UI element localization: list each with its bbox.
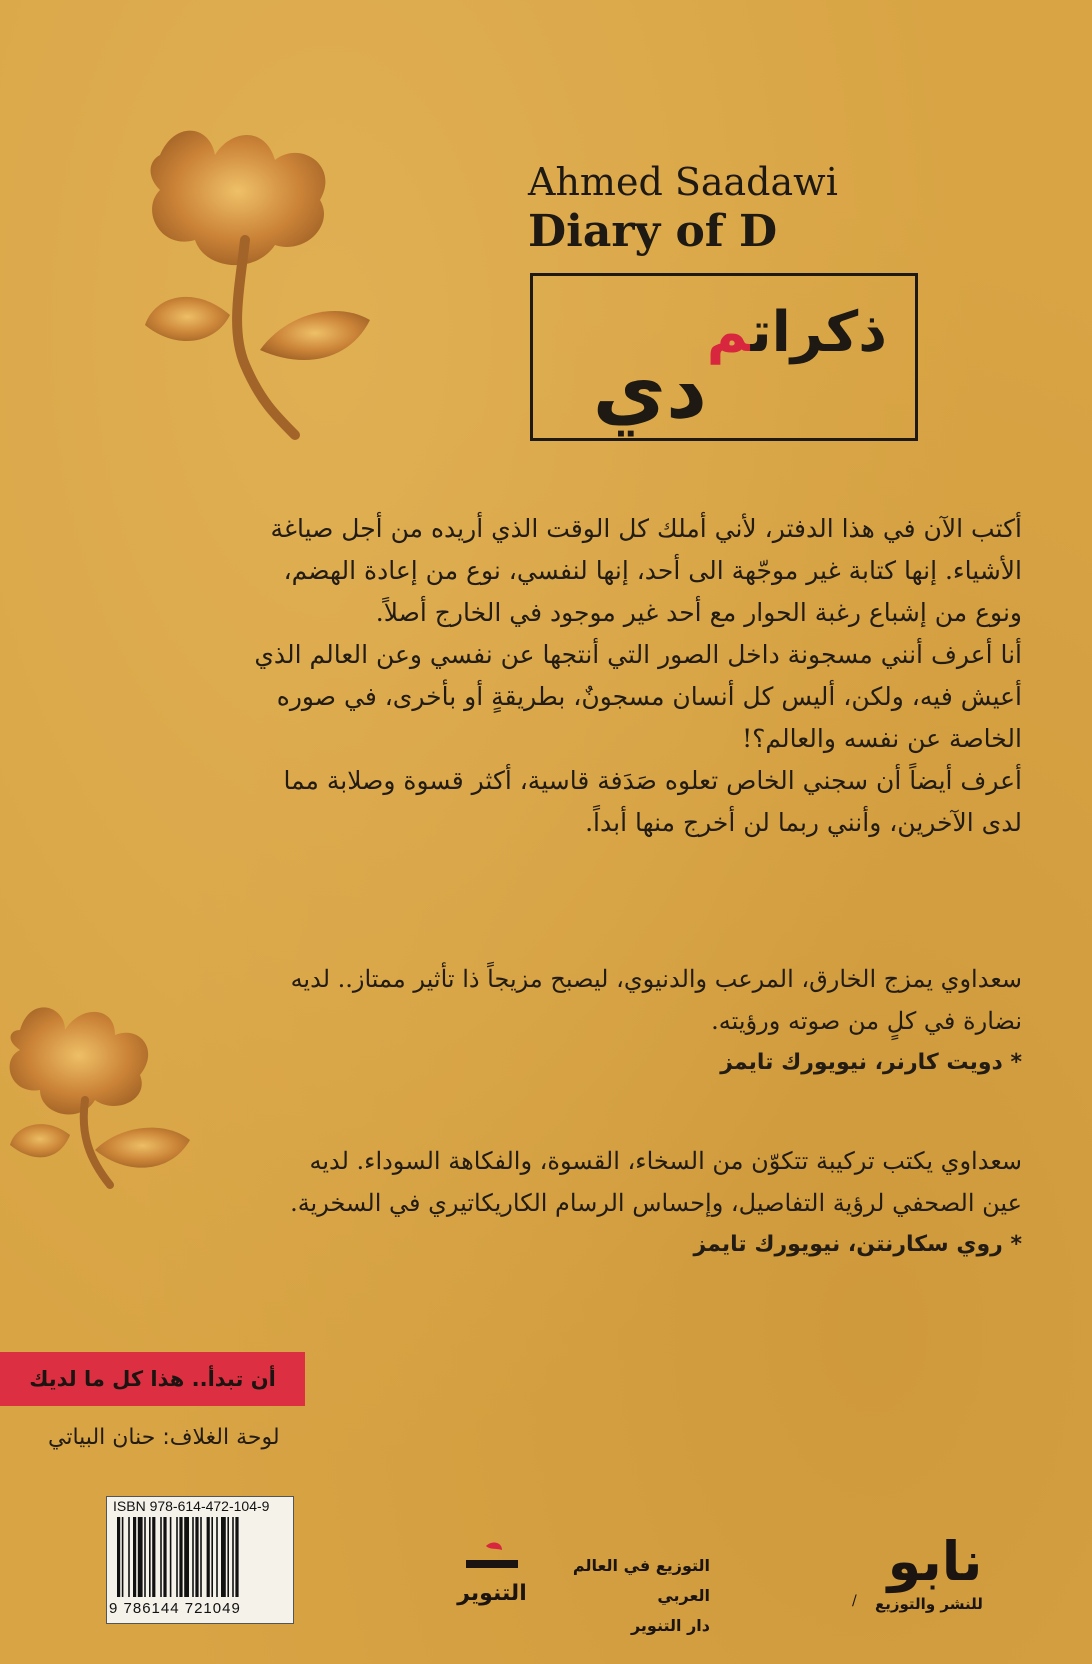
barcode-bar	[235, 1517, 238, 1597]
barcode-bar	[232, 1517, 234, 1597]
quote-line: سعداوي يمزج الخارق، المرعب والدنيوي، ليصبح مزيجاً ذا تأثير ممتاز.. لديه	[290, 965, 1022, 993]
barcode-bar	[216, 1517, 218, 1597]
barcode-bar	[207, 1517, 210, 1597]
barcode-bar	[211, 1517, 213, 1597]
barcode-bar	[133, 1517, 136, 1597]
isbn-digits: 9 786144 721049	[109, 1600, 241, 1617]
distribution-info	[538, 1551, 710, 1641]
tagline-banner: أن تبدأ.. هذا كل ما لديك	[0, 1352, 305, 1406]
review-quote-1	[162, 958, 1022, 1084]
barcode-bar	[117, 1517, 120, 1597]
barcode-bar	[128, 1517, 130, 1597]
flower-illustration-top	[135, 115, 380, 445]
barcode-bar	[163, 1517, 166, 1597]
barcode-bar	[179, 1517, 182, 1597]
book-title-arabic-line1	[707, 300, 887, 365]
publisher-subtitle: للنشر والتوزيع	[875, 1595, 983, 1613]
quote-line: نضارة في كلٍ من صوته ورؤيته.	[711, 1007, 1022, 1035]
quote-line: سعداوي يكتب تركيبة تتكوّن من السخاء، القسوة، والفكاهة السوداء. لديه	[309, 1147, 1022, 1175]
barcode-bar	[149, 1517, 151, 1597]
barcode-bar	[192, 1517, 194, 1597]
tanweer-logo-text: التنوير	[457, 1581, 527, 1606]
blurb-line: أكتب الآن في هذا الدفتر، لأني أملك كل الوقت الذي أريده من أجل صياغة	[270, 514, 1022, 543]
nabu-publisher-logo-icon	[880, 1522, 990, 1594]
barcode-bar	[170, 1517, 172, 1597]
quote-source: * دويت كارنر، نيويورك تايمز	[720, 1050, 1022, 1075]
barcode-bar	[144, 1517, 146, 1597]
book-title-english: Diary of D	[528, 206, 778, 257]
review-quote-2	[162, 1140, 1022, 1266]
barcode-bar	[160, 1517, 162, 1597]
barcode-bar	[200, 1517, 202, 1597]
barcode-bar	[195, 1517, 198, 1597]
publisher-number: /	[852, 1593, 857, 1609]
blurb-line: أعرف أيضاً أن سجني الخاص تعلوه صَدَفة قاسية، أكثر قسوة وصلابة مما	[283, 766, 1022, 795]
isbn-label: ISBN 978-614-472-104-9	[113, 1498, 270, 1514]
blurb-line: ونوع من إشباع رغبة الحوار مع أحد غير موجود في الخارج أصلاً.	[375, 598, 1022, 627]
quote-source: * روي سكارنتن، نيويورك تايمز	[693, 1232, 1022, 1257]
barcode-bar	[152, 1517, 155, 1597]
distribution-line2: دار التنوير	[630, 1616, 710, 1635]
barcode-bar	[221, 1517, 226, 1597]
blurb-line: الخاصة عن نفسه والعالم؟!	[742, 724, 1022, 753]
cover-art-credit: لوحة الغلاف: حنان البياتي	[48, 1425, 280, 1450]
tanweer-logo-icon	[456, 1540, 528, 1618]
title-arabic-first-letter: م	[706, 300, 751, 365]
publisher-logo-text: نابو	[887, 1530, 983, 1593]
quote-line: عين الصحفي لرؤية التفاصيل، وإحساس الرسام الكاريكاتيري في السخرية.	[290, 1189, 1022, 1217]
blurb-line: الأشياء. إنها كتابة غير موجّهة الى أحد، إنها لنفسي، نوع من إعادة الهضم،	[283, 556, 1022, 585]
isbn-barcode	[106, 1496, 294, 1624]
book-title-arabic-line2: دي	[592, 343, 707, 436]
blurb-line: لدى الآخرين، وأنني ربما لن أخرج منها أبداً.	[585, 808, 1022, 837]
title-arabic-rest: ذكرات	[750, 300, 887, 365]
blurb-line: أعيش فيه، ولكن، أليس كل أنسان مسجونٌ، بطريقةٍ أو بأخرى، في صوره	[276, 682, 1022, 711]
book-blurb	[162, 508, 1022, 844]
barcode-bar	[122, 1517, 124, 1597]
barcode-bar	[138, 1517, 143, 1597]
distribution-line1: التوزيع في العالم العربي	[572, 1556, 710, 1605]
blurb-line: أنا أعرف أنني مسجونة داخل الصور التي أنتجها عن نفسي وعن العالم الذي	[254, 640, 1022, 669]
barcode-bar	[176, 1517, 178, 1597]
barcode-icon	[115, 1517, 285, 1597]
barcode-bar	[227, 1517, 229, 1597]
barcode-bar	[184, 1517, 189, 1597]
author-name-english: Ahmed Saadawi	[528, 160, 838, 204]
